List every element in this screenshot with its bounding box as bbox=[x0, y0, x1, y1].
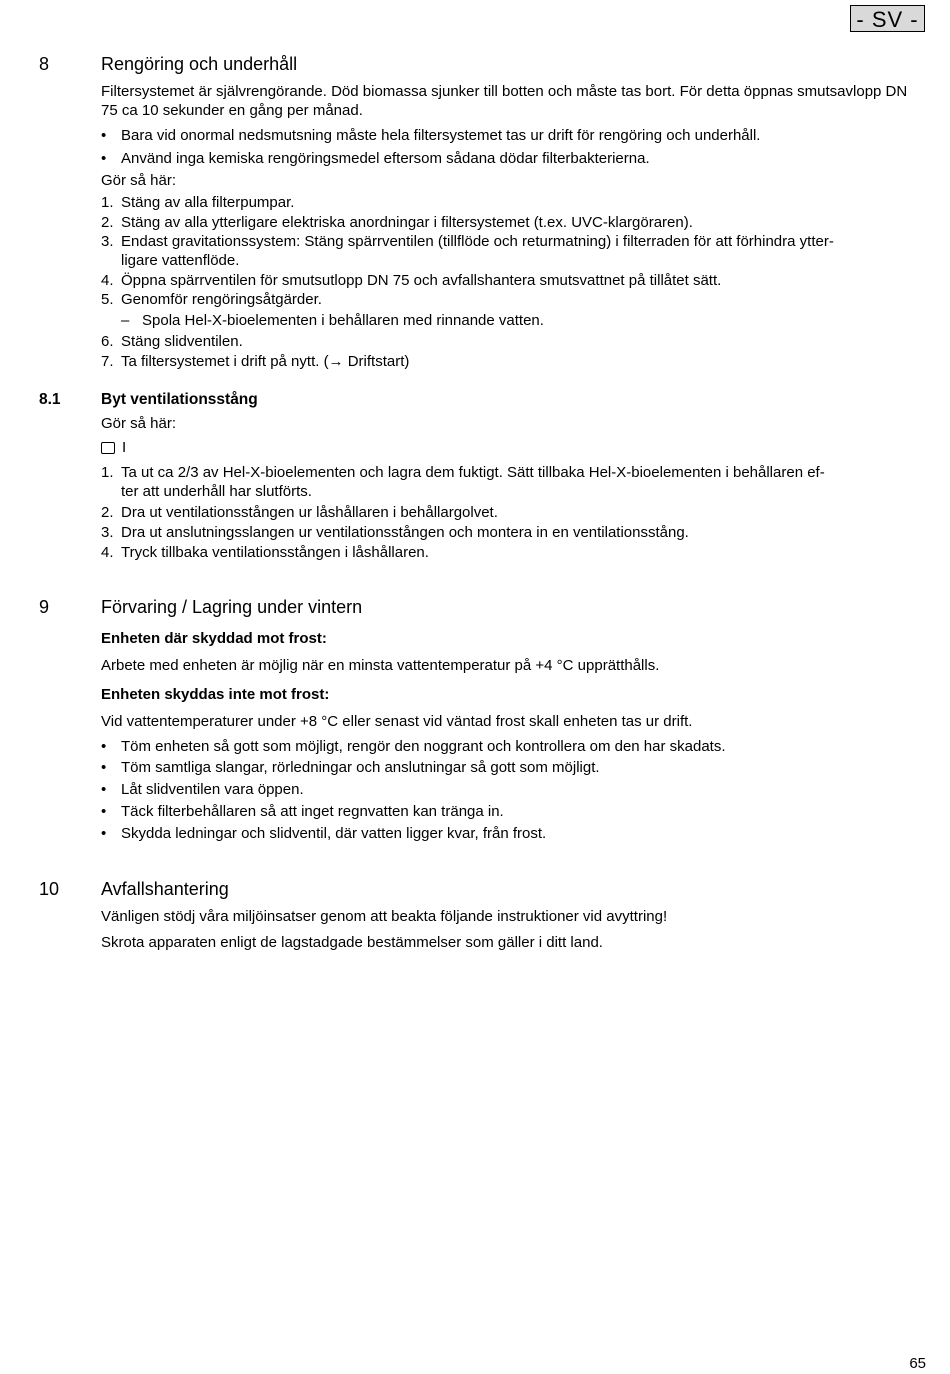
section-number: 10 bbox=[39, 879, 60, 899]
checkbox-icon bbox=[101, 442, 115, 454]
section-number: 8.1 bbox=[39, 391, 61, 408]
section-title: Rengöring och underhåll bbox=[101, 54, 298, 74]
bullet-icon: • bbox=[101, 825, 107, 842]
paragraph: Arbete med enheten är möjlig när en minsta vattentemperatur på +4 °C upprätthålls. bbox=[101, 657, 660, 674]
subsection-title: Enheten där skyddad mot frost: bbox=[101, 630, 327, 647]
bullet-icon: • bbox=[101, 803, 107, 820]
section-title: Avfallshantering bbox=[101, 879, 229, 899]
subsection-title: Enheten skyddas inte mot frost: bbox=[101, 686, 330, 703]
language-tag: - SV - bbox=[850, 5, 925, 32]
section-title: Byt ventilationsstång bbox=[101, 391, 258, 408]
bullet-icon: • bbox=[101, 127, 107, 144]
bullet-icon: • bbox=[101, 781, 107, 798]
page-number: 65 bbox=[909, 1355, 926, 1372]
checkbox-row: I bbox=[101, 439, 126, 456]
paragraph: Vänligen stödj våra miljöinsatser genom att beakta följande instruktioner vid avyttring! bbox=[101, 908, 668, 925]
bullet-icon: • bbox=[101, 759, 107, 776]
procedure-label: Gör så här: bbox=[101, 415, 177, 432]
section-number: 9 bbox=[39, 597, 50, 617]
bullet-icon: • bbox=[101, 150, 107, 167]
procedure-label: Gör så här: bbox=[101, 172, 177, 189]
section-8-intro: Filtersystemet är självrengörande. Död biomassa sjunker till botten och måste tas bort. För detta öppnas smutsavlopp DN 75 ca 10 sekunder en gång per månad. bbox=[101, 83, 908, 119]
dash-marker: – bbox=[121, 312, 130, 329]
bullet-icon: • bbox=[101, 738, 107, 755]
section-number: 8 bbox=[39, 54, 50, 74]
paragraph: Skrota apparaten enligt de lagstadgade bestämmelser som gäller i ditt land. bbox=[101, 934, 603, 951]
section-title: Förvaring / Lagring under vintern bbox=[101, 597, 363, 617]
paragraph: Vid vattentemperaturer under +8 °C eller senast vid väntad frost skall enheten tas ur drift. bbox=[101, 713, 693, 730]
